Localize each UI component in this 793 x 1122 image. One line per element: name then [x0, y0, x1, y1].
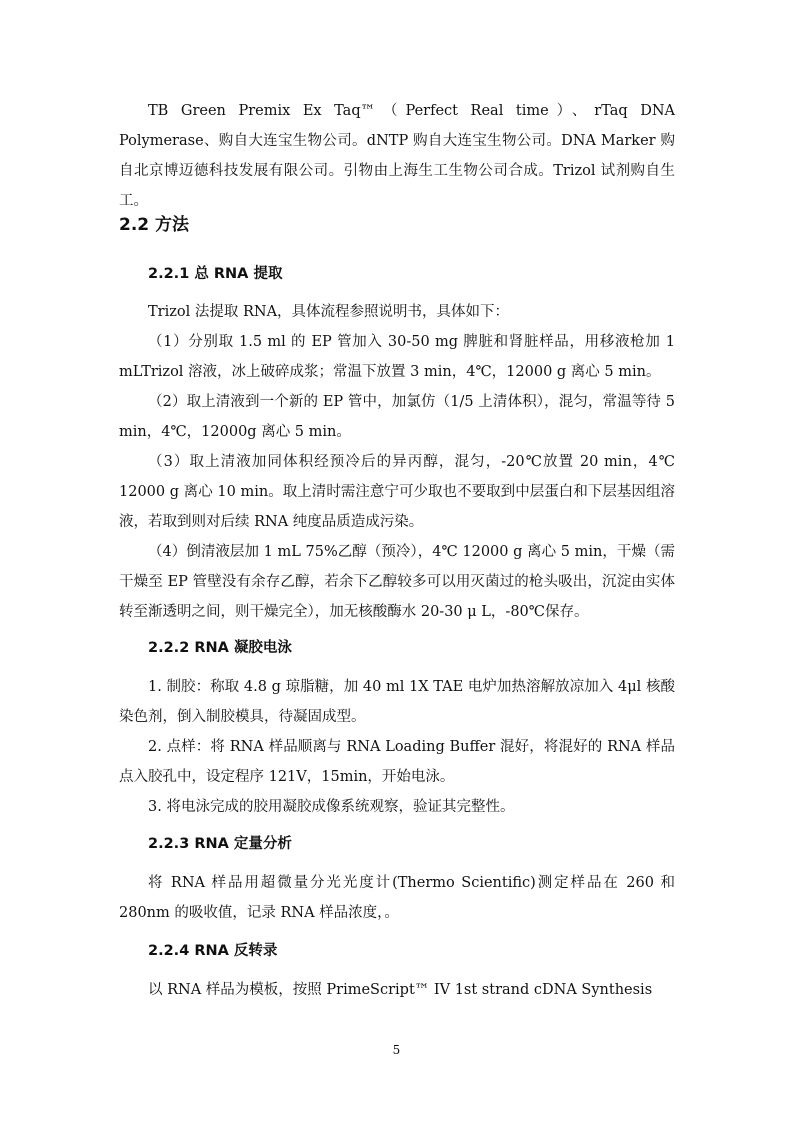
- paragraph-2-2-2-step3: 3. 将电泳完成的胶用凝胶成像系统观察，验证其完整性。: [148, 799, 515, 815]
- paragraph-2-2-2-step1: 1. 制胶：称取 4.8 g 琼脂糖，加 40 ml 1X TAE 电炉加热溶解放凉加入 4μl 核酸染色剂，倒入制胶模具，待凝固成型。: [119, 679, 675, 725]
- section-heading-2-2-4: 2.2.4 RNA 反转录: [148, 943, 278, 959]
- page-number: 5: [392, 1043, 401, 1057]
- paragraph-2-2-1-intro: Trizol 法提取 RNA，具体流程参照说明书，具体如下：: [148, 304, 510, 320]
- paragraph-2-2-1-step2: （2）取上清液到一个新的 EP 管中，加氯仿（1/5 上清体积），混匀，常温等待 5 min，4℃，12000g 离心 5 min。: [119, 394, 675, 440]
- section-heading-2-2-3: 2.2.3 RNA 定量分析: [148, 836, 292, 852]
- paragraph-2-2-1-step4: （4）倒清液层加 1 mL 75%乙醇（预冷），4℃ 12000 g 离心 5 min，干燥（需干燥至 EP 管壁没有余存乙醇，若余下乙醇较多可以用灭菌过的枪头吸出，沉淀由实体转至渐透明之间，则干燥完全），加无核酸酶水 20-30 μ L，-80℃保存。: [119, 544, 675, 620]
- paragraph-2-2-2-step2: 2. 点样：将 RNA 样品顺离与 RNA Loading Buffer 混好，将混好的 RNA 样品点入胶孔中，设定程序 121V，15min，开始电泳。: [119, 739, 675, 785]
- section-heading-2-2-2: 2.2.2 RNA 凝胶电泳: [148, 640, 292, 656]
- intro-paragraph: TB Green Premix Ex Taq™（Perfect Real time）、rTaq DNA Polymerase、购自大连宝生物公司。dNTP 购自大连宝生物公司。DNA Marker 购自北京博迈德科技发展有限公司。引物由上海生工生物公司合成。Trizol 试剂购自生工。: [119, 103, 675, 209]
- section-heading-2-2-1: 2.2.1 总 RNA 提取: [148, 266, 283, 282]
- section-heading-2-2: 2.2 方法: [119, 215, 190, 235]
- paragraph-2-2-3: 将 RNA 样品用超微量分光光度计(Thermo Scientific)测定样品在 260 和 280nm 的吸收值，记录 RNA 样品浓度，。: [119, 875, 675, 921]
- paragraph-2-2-4: 以 RNA 样品为模板，按照 PrimeScript™ IV 1st strand cDNA Synthesis: [148, 982, 653, 998]
- paragraph-2-2-1-step3: （3）取上清液加同体积经预冷后的异丙醇，混匀，-20℃放置 20 min，4℃ 12000 g 离心 10 min。取上清时需注意宁可少取也不要取到中层蛋白和下层基因组溶液，若取到则对后续 RNA 纯度品质造成污染。: [119, 454, 675, 530]
- paragraph-2-2-1-step1: （1）分别取 1.5 ml 的 EP 管加入 30-50 mg 脾脏和肾脏样品，用移液枪加 1 mLTrizol 溶液，冰上破碎成浆；常温下放置 3 min，4℃，12000 g 离心 5 min。: [119, 334, 675, 380]
